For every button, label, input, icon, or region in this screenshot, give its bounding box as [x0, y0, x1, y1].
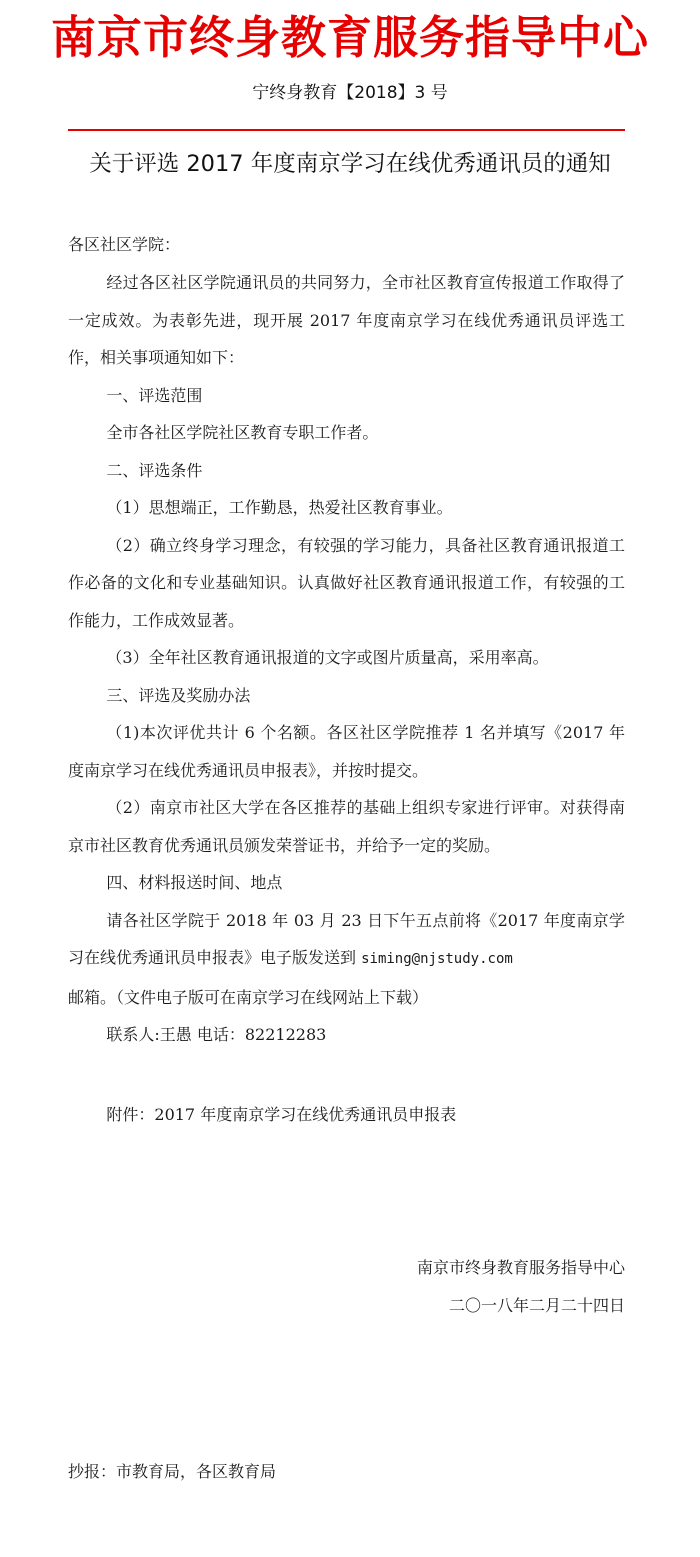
condition-item: （1）思想端正，工作勤恳，热爱社区教育事业。: [106, 498, 453, 517]
salutation: 各区社区学院：: [68, 235, 181, 254]
submission-text-tail: 邮箱。（文件电子版可在南京学习在线网站上下载）: [68, 987, 429, 1007]
section-heading-scope: 一、评选范围: [106, 385, 203, 405]
organization-header: 南京市终身教育服务指导中心: [50, 11, 649, 64]
submission-text: 请各社区学院于 2018 年 03 月 23 日下午五点前将《2017 年度南京学习在线优秀通讯员申报表》电子版发送到: [68, 910, 625, 967]
attachment-line: 附件：2017 年度南京学习在线优秀通讯员申报表: [106, 1105, 457, 1124]
intro-paragraph: 经过各区社区学院通讯员的共同努力，全市社区教育宣传报道工作取得了一定成效。为表彰先进，现开展 2017 年度南京学习在线优秀通讯员评选工作，相关事项通知如下：: [68, 273, 625, 367]
document-title: 关于评选 2017 年度南京学习在线优秀通讯员的通知: [89, 151, 611, 177]
contact-line: 联系人:王愚 电话：82212283: [106, 1025, 327, 1044]
method-item: （1)本次评优共计 6 个名额。各区社区学院推荐 1 名并填写《2017 年度南京学习在线优秀通讯员申报表》，并按时提交。: [68, 723, 625, 780]
condition-item: （3）全年社区教育通讯报道的文字或图片质量高，采用率高。: [106, 648, 549, 667]
submission-email: siming@njstudy.com: [361, 951, 513, 967]
submission-paragraph: [68, 902, 625, 1017]
scope-text: 全市各社区学院社区教育专职工作者。: [106, 423, 379, 442]
section-heading-conditions: 二、评选条件: [106, 460, 203, 480]
signature-date: 二〇一八年二月二十四日: [448, 1296, 625, 1315]
document-number: 宁终身教育【2018】3 号: [252, 83, 448, 103]
signature-organization: 南京市终身教育服务指导中心: [416, 1258, 625, 1277]
document-body: [68, 264, 625, 1054]
cc-line: 抄报：市教育局，各区教育局: [68, 1462, 277, 1481]
header-divider: [68, 129, 625, 131]
method-item: （2）南京市社区大学在各区推荐的基础上组织专家进行评审。对获得南京市社区教育优秀通讯员颁发荣誉证书，并给予一定的奖励。: [68, 798, 625, 855]
section-heading-submission: 四、材料报送时间、地点: [106, 873, 283, 892]
condition-item: （2）确立终身学习理念，有较强的学习能力，具备社区教育通讯报道工作必备的文化和专业基础知识。认真做好社区教育通讯报道工作，有较强的工作能力，工作成效显著。: [68, 535, 625, 630]
section-heading-method: 三、评选及奖励办法: [106, 685, 251, 705]
